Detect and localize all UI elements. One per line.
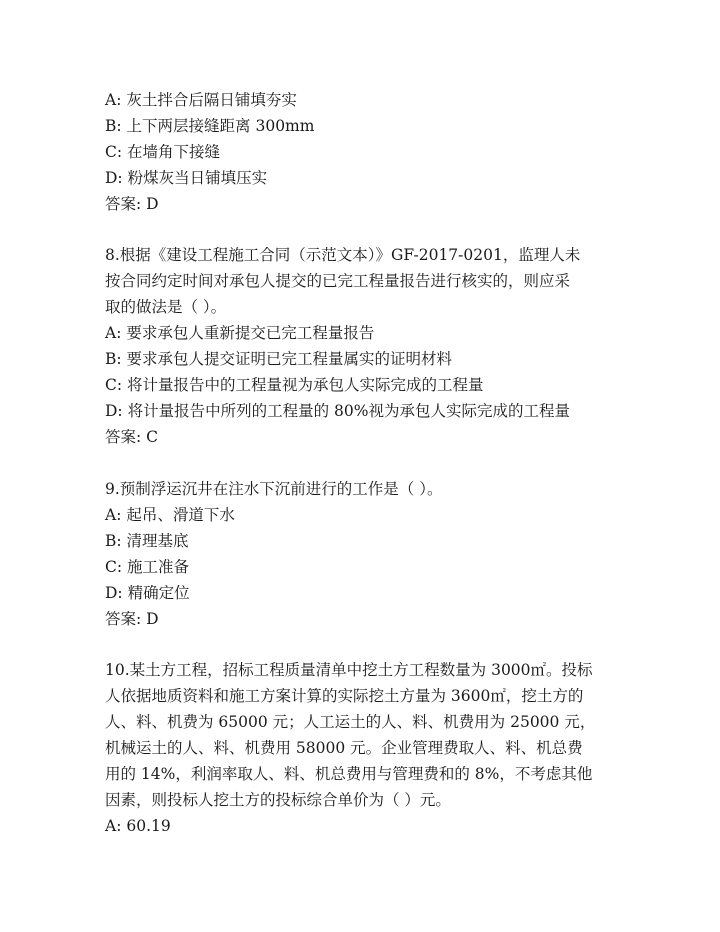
q9-option-b: B: 清理基底 <box>105 532 189 550</box>
q9-answer: 答案: D <box>105 610 159 628</box>
q10-stem-line-5: 用的 14%，利润率取人、料、机总费用与管理费和的 8%，不考虑其他 <box>105 765 593 783</box>
q10-stem-line-2: 人依据地质资料和施工方案计算的实际挖土方量为 3600㎡，挖土方的 <box>105 687 584 705</box>
q10-stem-line-4: 机械运土的人、料、机费用 58000 元。企业管理费取人、料、机总费 <box>105 739 583 757</box>
q8-stem-line-1: 8.根据《建设工程施工合同（示范文本）》GF-2017-0201，监理人未 <box>105 246 581 264</box>
q9-option-a: A: 起吊、滑道下水 <box>105 506 235 524</box>
q8-stem-line-2: 按合同约定时间对承包人提交的已完工程量报告进行核实的，则应采 <box>105 272 571 290</box>
q7-option-d: D: 粉煤灰当日铺填压实 <box>105 169 268 187</box>
q9-stem-line-1: 9.预制浮运沉井在注水下沉前进行的工作是（ ）。 <box>105 480 443 498</box>
q8-option-a: A: 要求承包人重新提交已完工程量报告 <box>105 324 375 342</box>
q7-option-b: B: 上下两层接缝距离 300mm <box>105 117 315 135</box>
q8-option-d: D: 将计量报告中所列的工程量的 80%视为承包人实际完成的工程量 <box>105 402 570 420</box>
q8-option-b: B: 要求承包人提交证明已完工程量属实的证明材料 <box>105 350 453 368</box>
q10-option-a: A: 60.19 <box>105 817 171 835</box>
q9-option-c: C: 施工准备 <box>105 558 190 576</box>
q10-stem-line-6: 因素，则投标人挖土方的投标综合单价为（ ）元。 <box>105 791 451 809</box>
q7-option-a: A: 灰土拌合后隔日铺填夯实 <box>105 91 297 109</box>
q7-answer: 答案: D <box>105 195 159 213</box>
q10-stem-line-3: 人、料、机费为 65000 元；人工运土的人、料、机费用为 25000 元， <box>105 713 596 731</box>
q8-answer: 答案: C <box>105 428 159 446</box>
q7-option-c: C: 在墙角下接缝 <box>105 143 221 161</box>
q8-stem-line-3: 取的做法是（ ）。 <box>105 298 227 316</box>
q10-stem-line-1: 10.某土方工程，招标工程质量清单中挖土方工程数量为 3000㎡。投标 <box>105 661 593 679</box>
q9-option-d: D: 精确定位 <box>105 584 190 602</box>
q8-option-c: C: 将计量报告中的工程量视为承包人实际完成的工程量 <box>105 376 484 394</box>
